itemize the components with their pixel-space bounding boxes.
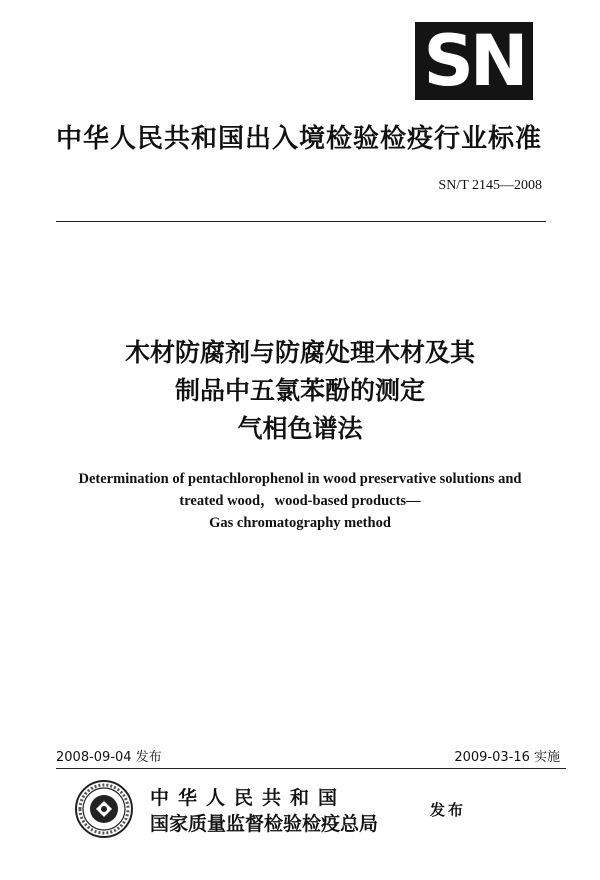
top-divider (56, 221, 546, 222)
english-title (0, 468, 600, 534)
standard-number: SN/T 2145—2008 (438, 178, 542, 193)
publish-label: 发布 (430, 801, 467, 819)
chinese-title-line: 气相色谱法 (237, 414, 363, 443)
issue-date: 2008-09-04 发布 (56, 750, 162, 765)
chinese-title-line: 木材防腐剂与防腐处理木材及其 (124, 338, 475, 367)
sn-logo: SN (415, 22, 533, 100)
chinese-title-line: 制品中五氯苯酚的测定 (174, 376, 425, 405)
english-title-line: Gas chromatography method (209, 515, 391, 531)
english-title-line: treated wood，wood-based products— (179, 493, 421, 509)
publisher-block (150, 785, 420, 837)
issuer-title: 中华人民共和国出入境检验检疫行业标准 (56, 124, 543, 154)
seal-emblem-icon (74, 779, 134, 839)
implementation-date: 2009-03-16 实施 (454, 750, 560, 765)
english-title-line: Determination of pentachlorophenol in wood preservative solutions and (78, 471, 522, 487)
bottom-divider (56, 768, 566, 769)
publisher-country: 中华人民共和国 (150, 787, 347, 809)
publisher-agency: 国家质量监督检验检疫总局 (150, 813, 379, 835)
chinese-title (0, 334, 600, 448)
